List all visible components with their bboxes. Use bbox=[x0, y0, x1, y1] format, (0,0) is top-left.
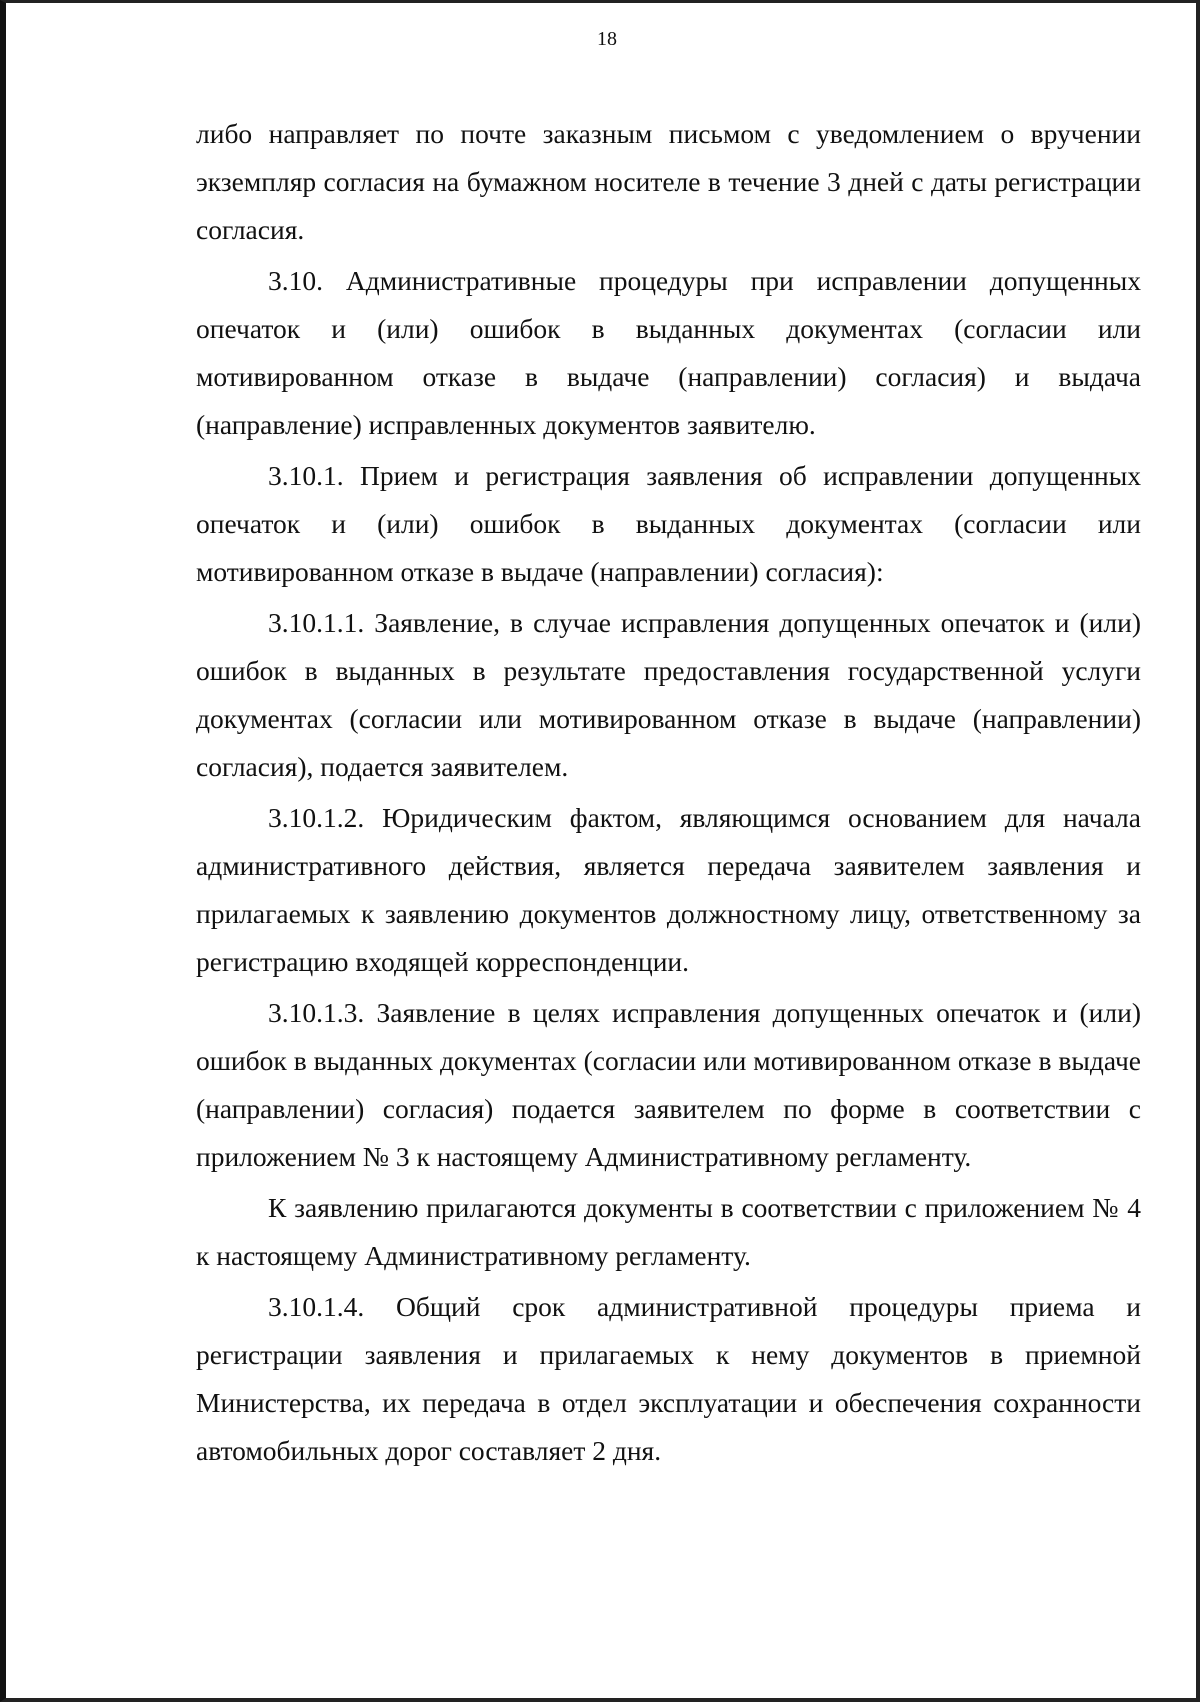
paragraph-3-10-1-3: 3.10.1.3. Заявление в целях исправления допущенных опечаток и (или) ошибок в выданных документах (согласии или мотивированном отказе в выдаче (направлении) согласия) подается заявителем по форме в соответствии с приложением № 3 к настоящему Административному регламенту. bbox=[196, 997, 1141, 1172]
document-body bbox=[196, 110, 1141, 1478]
paragraph-3-10-1-2: 3.10.1.2. Юридическим фактом, являющимся основанием для начала административного действия, является передача заявителем заявления и прилагаемых к заявлению документов должностному лицу, ответственному за регистрацию входящей корреспонденции. bbox=[196, 802, 1141, 977]
page-number: 18 bbox=[596, 28, 617, 50]
paragraph-3-10-1-1: 3.10.1.1. Заявление, в случае исправления допущенных опечаток и (или) ошибок в выданных в результате предоставления государственной услуги документах (согласии или мотивированном отказе в выдаче (направлении) согласия), подается заявителем. bbox=[196, 607, 1141, 782]
paragraph-3-10-1: 3.10.1. Прием и регистрация заявления об исправлении допущенных опечаток и (или) ошибок в выданных документах (согласии или мотивированном отказе в выдаче (направлении) согласия): bbox=[196, 460, 1141, 587]
paragraph-attachments: К заявлению прилагаются документы в соответствии с приложением № 4 к настоящему Административному регламенту. bbox=[196, 1192, 1141, 1271]
paragraph-continuation: либо направляет по почте заказным письмом с уведомлением о вручении экземпляр согласия на бумажном носителе в течение 3 дней с даты регистрации согласия. bbox=[196, 118, 1141, 245]
paragraph-3-10-1-4: 3.10.1.4. Общий срок административной процедуры приема и регистрации заявления и прилагаемых к нему документов в приемной Министерства, их передача в отдел эксплуатации и обеспечения сохранности автомобильных дорог составляет 2 дня. bbox=[196, 1291, 1141, 1466]
paragraph-3-10: 3.10. Административные процедуры при исправлении допущенных опечаток и (или) ошибок в выданных документах (согласии или мотивированном отказе в выдаче (направлении) согласия) и выдача (направление) исправленных документов заявителю. bbox=[196, 265, 1141, 440]
